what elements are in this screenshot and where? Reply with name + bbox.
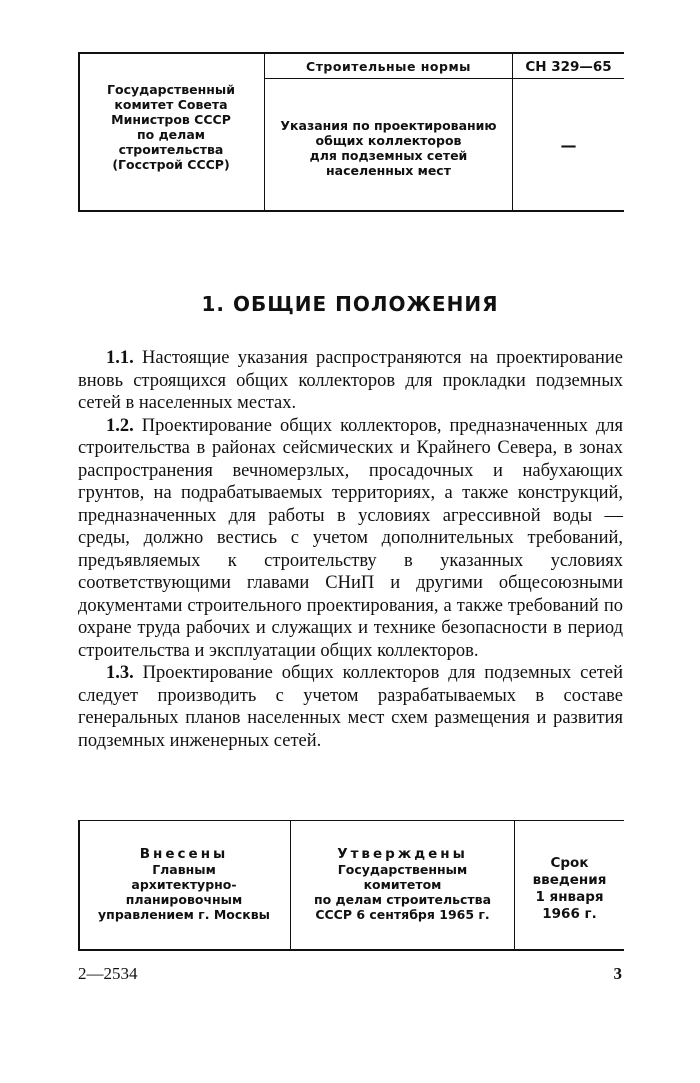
authority-block <box>82 82 260 172</box>
authority-line: (Госстрой СССР) <box>112 157 230 172</box>
approved-line: комитетом <box>363 877 442 892</box>
header-table <box>78 52 624 212</box>
footer-approved-cell <box>290 821 514 949</box>
submitted-line: архитектурно- <box>131 877 237 892</box>
document-title <box>269 118 508 178</box>
page-number: 3 <box>613 964 622 983</box>
term-line: Срок <box>550 855 589 871</box>
authority-line: комитет Совета <box>114 97 228 112</box>
norms-label: Строительные нормы <box>265 56 512 79</box>
paragraph-number: 1.2. <box>106 415 134 436</box>
document-code: СН 329—65 <box>513 56 624 79</box>
paragraph-text: Проектирование общих коллекторов для подземных сетей следует производить с учетом разрабатываемых в составе генеральных планов населенных мест схем размещения и развития подземных инженерных сетей. <box>78 663 624 751</box>
section-body <box>78 347 623 752</box>
approved-block <box>294 847 511 922</box>
title-line: для подземных сетей <box>309 148 468 163</box>
footer-term-cell <box>514 821 624 949</box>
authority-line: Государственный <box>107 82 235 97</box>
submitted-line: управлением г. Москвы <box>98 907 270 922</box>
authority-line: строительства <box>118 142 224 157</box>
submitted-block <box>81 847 287 922</box>
approved-line: СССР 6 сентября 1965 г. <box>315 907 490 922</box>
paragraph-1-2 <box>78 415 623 663</box>
supersedes-dash: — <box>560 136 577 155</box>
authority-line: Министров СССР <box>111 112 231 127</box>
title-line: общих коллекторов <box>315 133 462 148</box>
header-authority-cell <box>78 54 264 210</box>
term-line: 1966 г. <box>542 906 597 922</box>
title-line: населенных мест <box>326 163 451 178</box>
print-signature: 2—2534 <box>78 964 138 983</box>
term-line: введения <box>532 872 607 888</box>
header-title-cell <box>264 54 512 210</box>
paragraph-text: Проектирование общих коллекторов, предназначенных для строительства в районах сейсмических и Крайнего Севера, в зонах распространения вечномерзлых, просадочных и набухающих грунтов, на подрабатываемых территориях, а также конструкций, предназначенных для работы в условиях агрессивной воды — среды, должно вестись с учетом дополнительных требований, предъявляемых к строительству в указанных условиях соответствующими главами СНиП и другими общесоюзными документами строительного проектирования, а также требований по охране труда рабочих и служащих и технике безопасности в период строительства и эксплуатации общих коллекторов. <box>78 415 623 661</box>
title-line: Указания по проектированию <box>280 118 497 133</box>
paragraph-number: 1.1. <box>106 348 134 368</box>
submitted-label: Внесены <box>139 846 229 862</box>
authority-line: по делам <box>137 127 205 142</box>
footer-table <box>78 820 624 951</box>
submitted-line: Главным <box>152 862 216 877</box>
section-heading: 1. ОБЩИЕ ПОЛОЖЕНИЯ <box>201 292 499 316</box>
term-line: 1 января <box>535 889 604 905</box>
paragraph-text: Настоящие указания распространяются на проектирование вновь строящихся общих коллекторов для прокладки подземных сетей в населенных местах. <box>78 348 624 413</box>
paragraph-1-1 <box>78 347 623 415</box>
footer-submitted-cell <box>78 821 290 949</box>
approved-label: Утверждены <box>337 846 468 862</box>
approved-line: Государственным <box>337 862 468 877</box>
paragraph-number: 1.3. <box>106 663 134 683</box>
submitted-line: планировочным <box>125 892 243 907</box>
approved-line: по делам строительства <box>313 892 492 907</box>
paragraph-1-3 <box>78 662 623 752</box>
header-code-cell <box>512 54 624 210</box>
effective-date-block <box>518 855 621 923</box>
